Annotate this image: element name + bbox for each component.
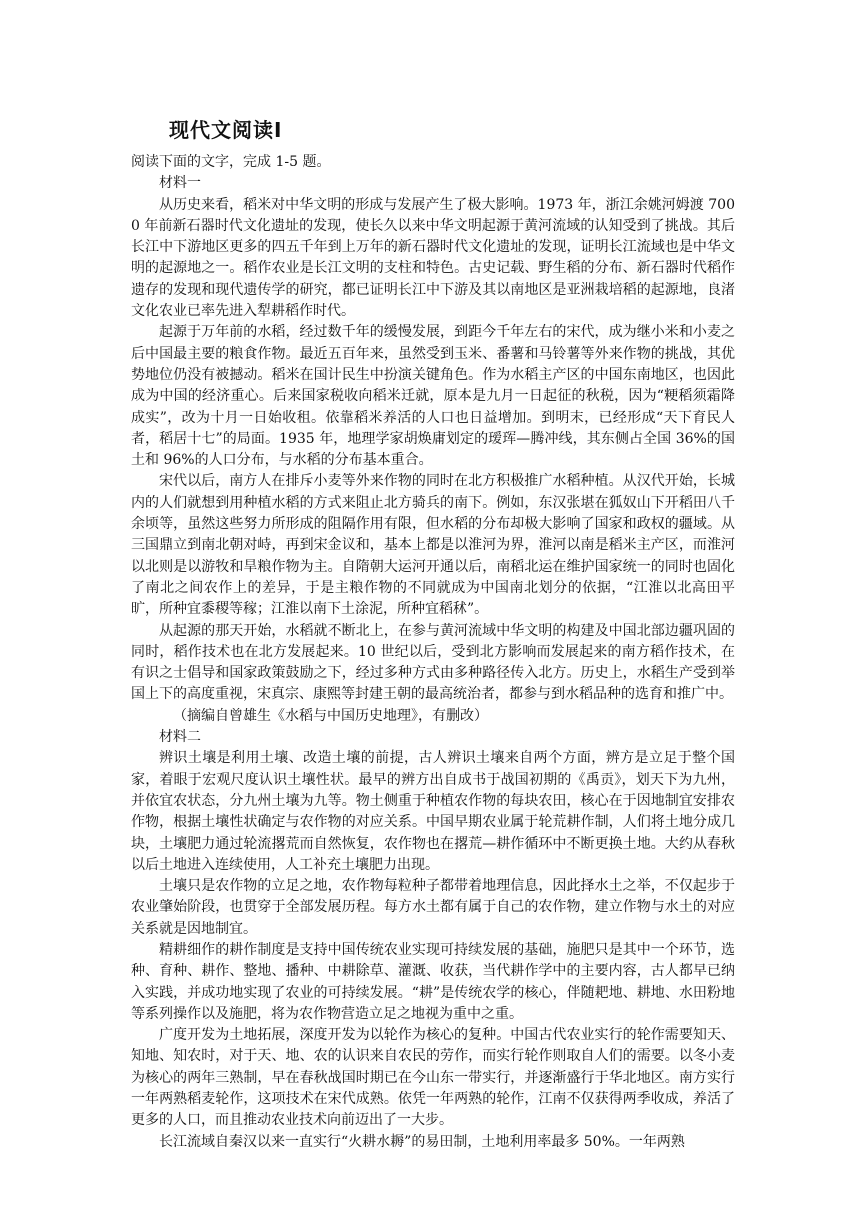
material-2-paragraph: 土壤只是农作物的立足之地，农作物每粒种子都带着地理信息，因此择水土之举，不仅起步于农业肇始阶段，也贯穿于全部发展历程。每方水土都有属于自己的农作物，建立作物与水土的对应关系就是因地制宜。 (131, 878, 735, 937)
document-page (131, 116, 735, 1153)
material-1-label: 材料一 (159, 175, 201, 192)
material-2-paragraph: 长江流域自秦汉以来一直实行“火耕水耨”的易田制，土地利用率最多 50%。一年两熟 (159, 1133, 685, 1150)
material-1-source: （摘编自曾雄生《水稻与中国历史地理》，有删改） (173, 707, 488, 724)
instruction: 阅读下面的文字，完成 1-5 题。 (131, 154, 331, 170)
material-2-paragraph: 辨识土壤是利用土壤、改造土壤的前提，古人辨识土壤来自两个方面，辨方是立足于整个国家，着眼于宏观尺度认识土壤性状。最早的辨方出自成书于战国初期的《禹贡》，划天下为九州，并依宜农状态，分九州土壤为九等。物土侧重于种植农作物的每块农田，核心在于因地制宜安排农作物，根据土壤性状确定与农作物的对应关系。中国早期农业属于轮荒耕作制，人们将土地分成几块，土壤肥力通过轮流撂荒而自然恢复，农作物也在撂荒—耕作循环中不断更换土地。大约从春秋以后土地进入连续使用，人工补充土壤肥力出现。 (131, 750, 735, 873)
page-title: 现代文阅读Ⅰ (169, 118, 283, 142)
material-2-label: 材料二 (159, 729, 201, 746)
material-2-paragraph: 精耕细作的耕作制度是支持中国传统农业实现可持续发展的基础，施肥只是其中一个环节，选种、育种、耕作、整地、播种、中耕除草、灌溉、收获，当代耕作学中的主要内容，古人都早已纳入实践，并成功地实现了农业的可持续发展。“耕”是传统农学的核心，伴随耙地、耕地、水田粉地等系列操作以及施肥，将为农作物营造立足之地视为重中之重。 (131, 941, 735, 1022)
material-1-paragraph: 从起源的那天开始，水稻就不断北上，在参与黄河流域中华文明的构建及中国北部边疆巩固的同时，稻作技术也在北方发展起来。10 世纪以后，受到北方影响而发展起来的南方稻作技术，在有识之士倡导和国家政策鼓励之下，经过多种方式由多种路径传入北方。历史上，水稻生产受到举国上下的高度重视，宋真宗、康熙等封建王朝的最高统治者，都参与到水稻品种的选育和推广中。 (131, 622, 735, 703)
material-1-paragraph: 起源于万年前的水稻，经过数千年的缓慢发展，到距今千年左右的宋代，成为继小米和小麦之后中国最主要的粮食作物。最近五百年来，虽然受到玉米、番薯和马铃薯等外来作物的挑战，其优势地位仍没有被撼动。稻米在国计民生中扮演关键角色。作为水稻主产区的中国东南地区，也因此成为中国的经济重心。后来国家税收向稻米迁就，原本是九月一日起征的秋税，因为“粳稻须霜降成实”，改为十月一日始收租。依靠稻米养活的人口也日益增加。到明末，已经形成“天下育民人者，稻居十七”的局面。1935 年，地理学家胡焕庸划定的瑷珲—腾冲线，其东侧占全国 36%的国土和 96%的人口分布，与水稻的分布基本重合。 (131, 324, 735, 469)
material-2-paragraph: 广度开发为土地拓展，深度开发为以轮作为核心的复种。中国古代农业实行的轮作需要知天、知地、知农时，对于天、地、农的认识来自农民的劳作，而实行轮作则取自人们的需要。以冬小麦为核心的两年三熟制，早在春秋战国时期已在今山东一带实行，并逐渐盛行于华北地区。南方实行一年两熟稻麦轮作，这项技术在宋代成熟。依凭一年两熟的轮作，江南不仅获得两季收成，养活了更多的人口，而且推动农业技术向前迈出了一大步。 (131, 1027, 735, 1129)
material-1-paragraph: 从历史来看，稻米对中华文明的形成与发展产生了极大影响。1973 年，浙江余姚河姆渡 7000 年前新石器时代文化遗址的发现，使长久以来中华文明起源于黄河流域的认知受到了挑战。其后长江中下游地区更多的四五千年到上万年的新石器时代文化遗址的发现，证明长江流域也是中华文明的起源地之一。稻作农业是长江文明的支柱和特色。古史记载、野生稻的分布、新石器时代稻作遗存的发现和现代遗传学的研究，都已证明长江中下游及其以南地区是亚洲栽培稻的起源地，良渚文化农业已率先进入犁耕稻作时代。 (131, 196, 735, 320)
material-1-paragraph: 宋代以后，南方人在排斥小麦等外来作物的同时在北方积极推广水稻种植。从汉代开始，长城内的人们就想到用种植水稻的方式来阻止北方骑兵的南下。例如，东汉张堪在狐奴山下开稻田八千余顷等，虽然这些努力所形成的阻隔作用有限，但水稻的分布却极大影响了国家和政权的疆域。从三国鼎立到南北朝对峙，再到宋金议和，基本上都是以淮河为界，淮河以南是稻米主产区，而淮河以北则是以游牧和旱粮作物为主。自隋朝大运河开通以后，南稻北运在维护国家统一的同时也固化了南北之间农作上的差异，于是主粮作物的不同就成为中国南北划分的依据，“江淮以北高田平旷，所种宜黍稷等稼；江淮以南下土涂泥，所种宜稻秫”。 (131, 473, 735, 618)
